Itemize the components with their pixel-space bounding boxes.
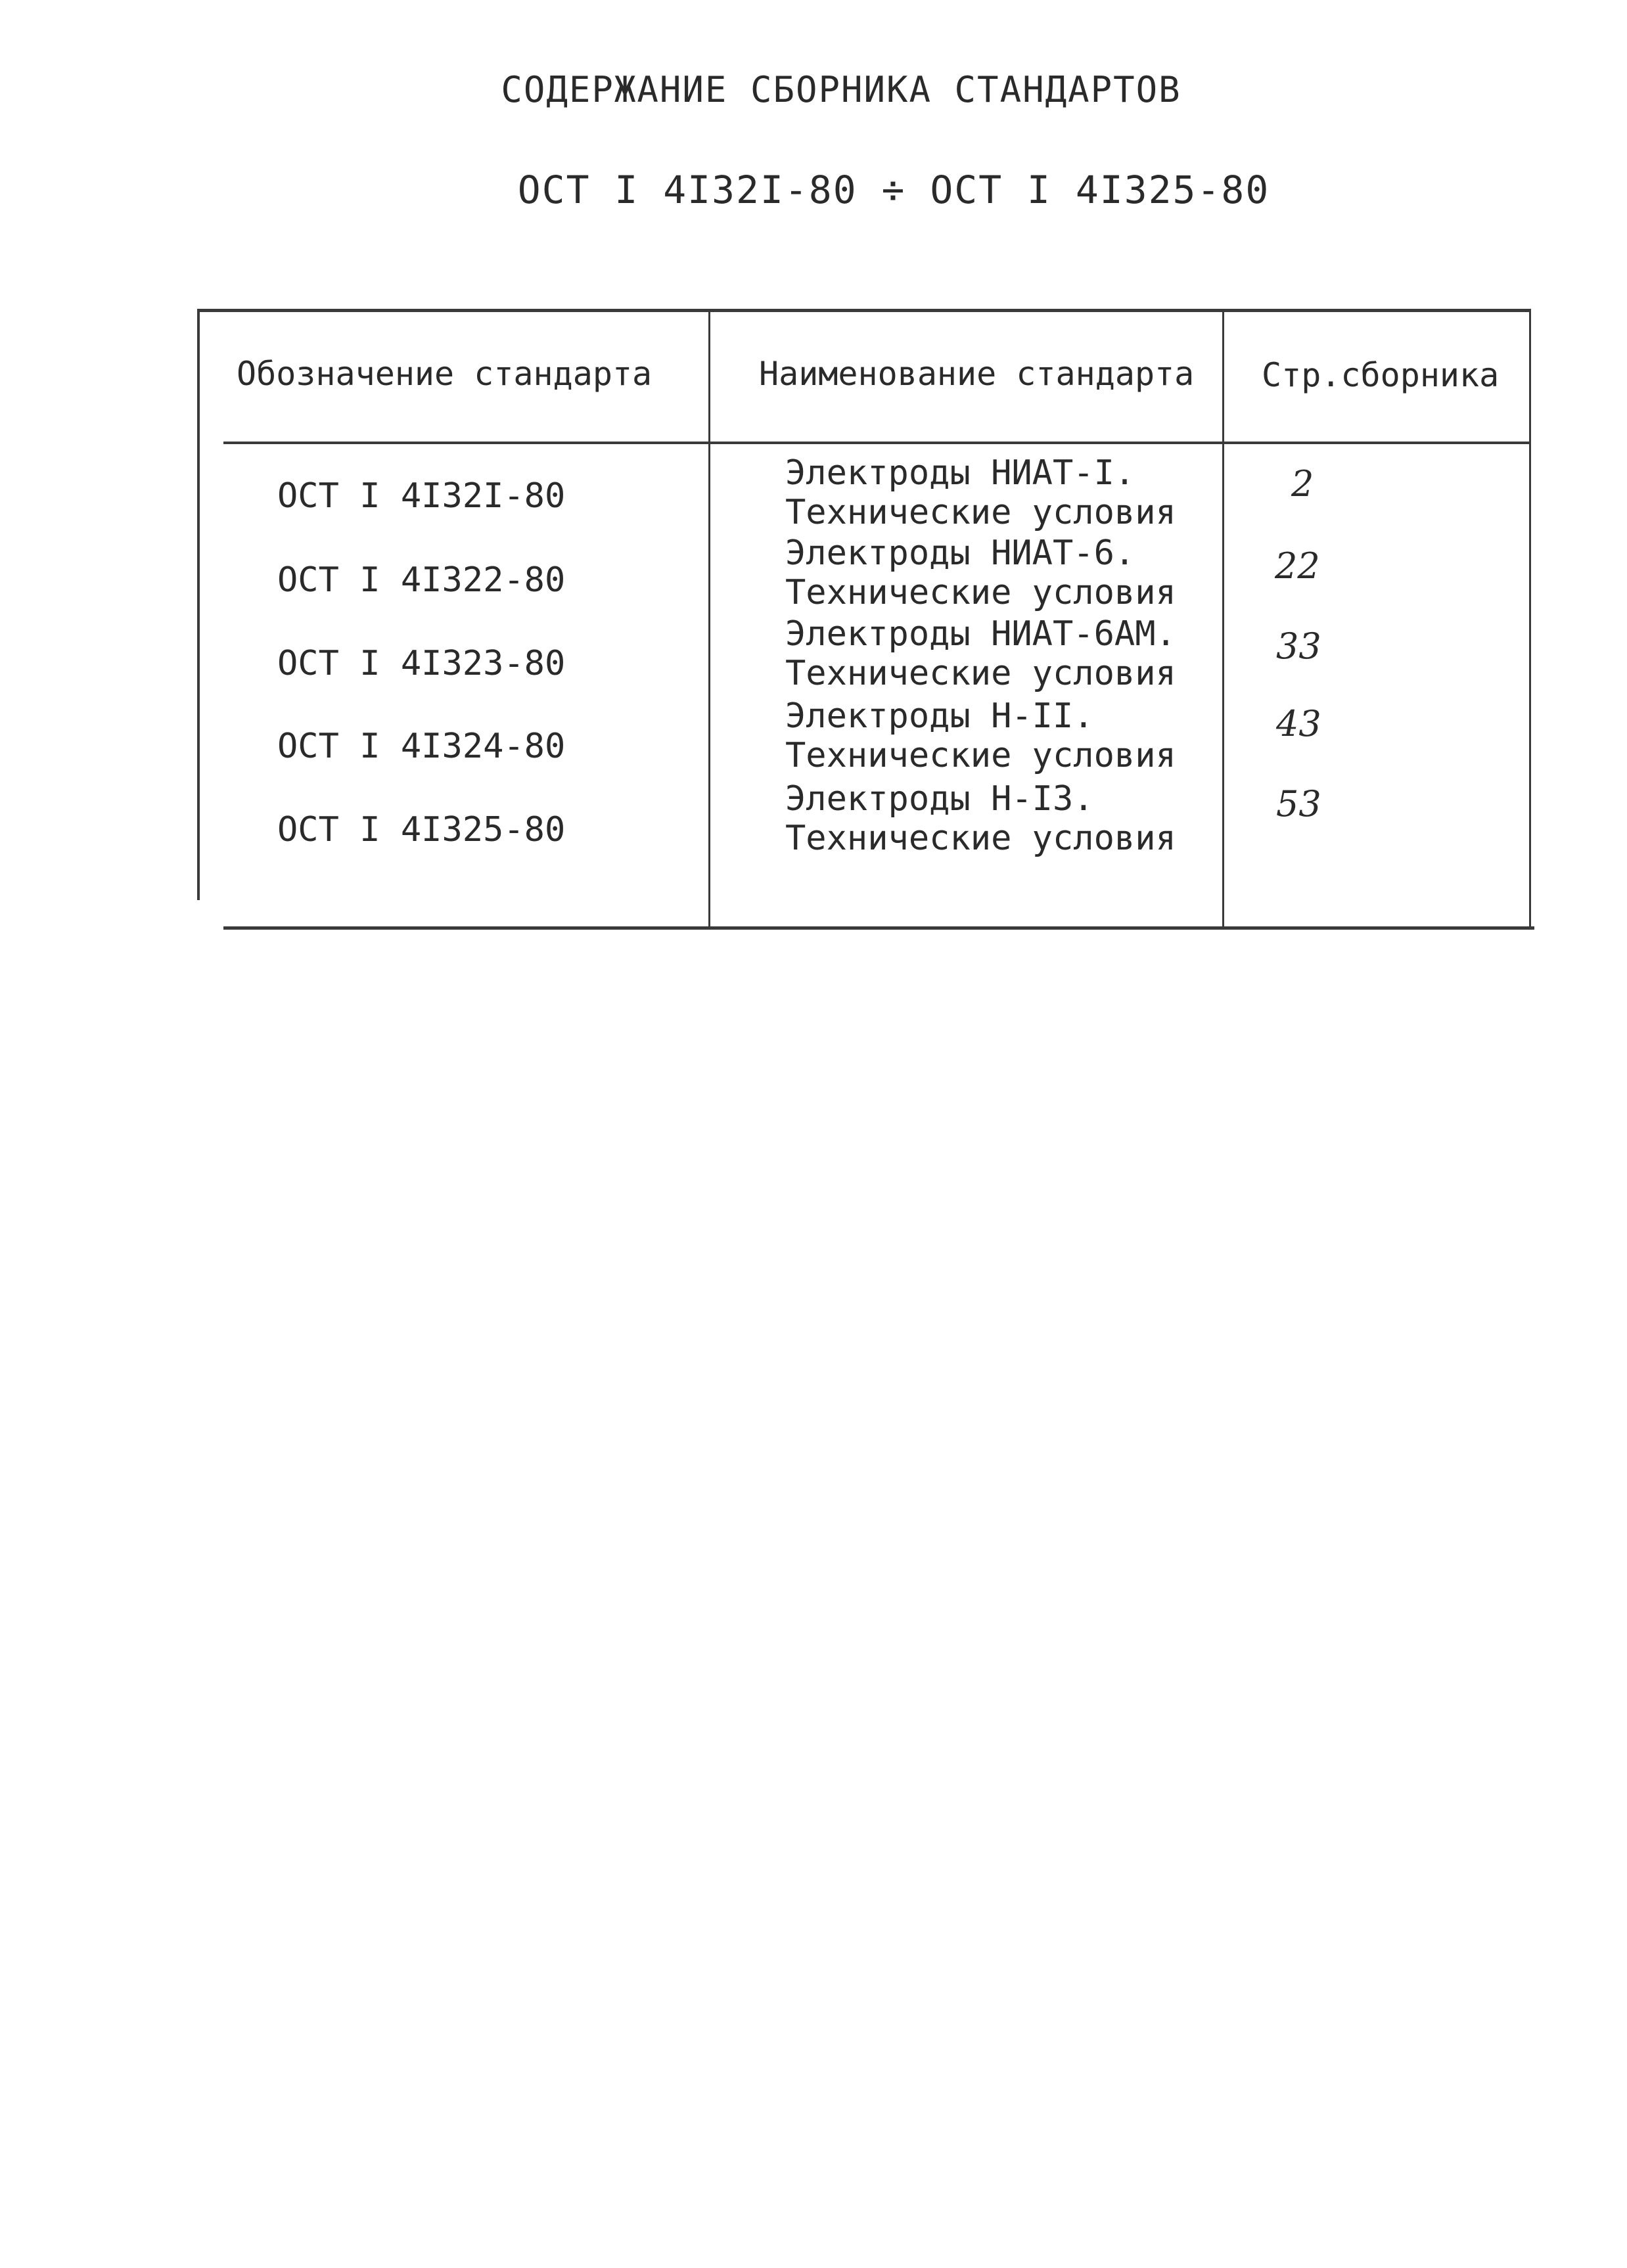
column-header-name: Наименование стандарта <box>759 355 1195 393</box>
row-4-name <box>785 696 1176 775</box>
row-2-page: 22 <box>1275 545 1320 587</box>
row-1-name-line1: Электроды НИАТ-I. <box>785 453 1135 493</box>
row-4-code: ОСТ I 4I324-80 <box>277 727 566 766</box>
contents-table <box>197 309 1531 930</box>
table-top-rule <box>197 309 1531 312</box>
row-4-page: 43 <box>1276 703 1321 744</box>
row-2-name <box>785 533 1176 612</box>
row-5-name-line1: Электроды Н-I3. <box>785 779 1094 819</box>
row-1-page: 2 <box>1291 463 1314 505</box>
table-col-divider-2 <box>1222 309 1224 926</box>
row-2-name-line1: Электроды НИАТ-6. <box>785 533 1135 573</box>
document-subtitle: ОСТ I 4I32I-80 ÷ ОСТ I 4I325-80 <box>517 168 1270 212</box>
row-3-code: ОСТ I 4I323-80 <box>277 644 566 683</box>
row-3-name <box>785 614 1176 693</box>
document-title: СОДЕРЖАНИЕ СБОРНИКА СТАНДАРТОВ <box>501 69 1181 110</box>
row-3-page: 33 <box>1276 625 1321 667</box>
row-1-code: ОСТ I 4I32I-80 <box>277 476 566 516</box>
table-header-rule <box>223 442 1531 444</box>
row-5-page: 53 <box>1276 783 1321 825</box>
row-3-name-line1: Электроды НИАТ-6АМ. <box>785 614 1176 654</box>
row-4-name-line2: Технические условия <box>785 736 1176 775</box>
table-right-rule <box>1529 309 1531 930</box>
table-col-divider-1 <box>708 309 710 926</box>
column-header-designation: Обозначение стандарта <box>237 355 653 393</box>
row-1-name <box>785 453 1176 532</box>
row-1-name-line2: Технические условия <box>785 493 1176 532</box>
row-3-name-line2: Технические условия <box>785 654 1176 693</box>
row-4-name-line1: Электроды Н-II. <box>785 696 1094 736</box>
row-5-code: ОСТ I 4I325-80 <box>277 810 566 850</box>
table-bottom-rule <box>223 926 1534 930</box>
row-5-name-line2: Технические условия <box>785 819 1176 858</box>
row-2-name-line2: Технические условия <box>785 573 1176 612</box>
column-header-page: Стр.сборника <box>1262 356 1500 394</box>
row-5-name <box>785 779 1176 858</box>
table-left-rule <box>197 309 200 900</box>
row-2-code: ОСТ I 4I322-80 <box>277 560 566 600</box>
